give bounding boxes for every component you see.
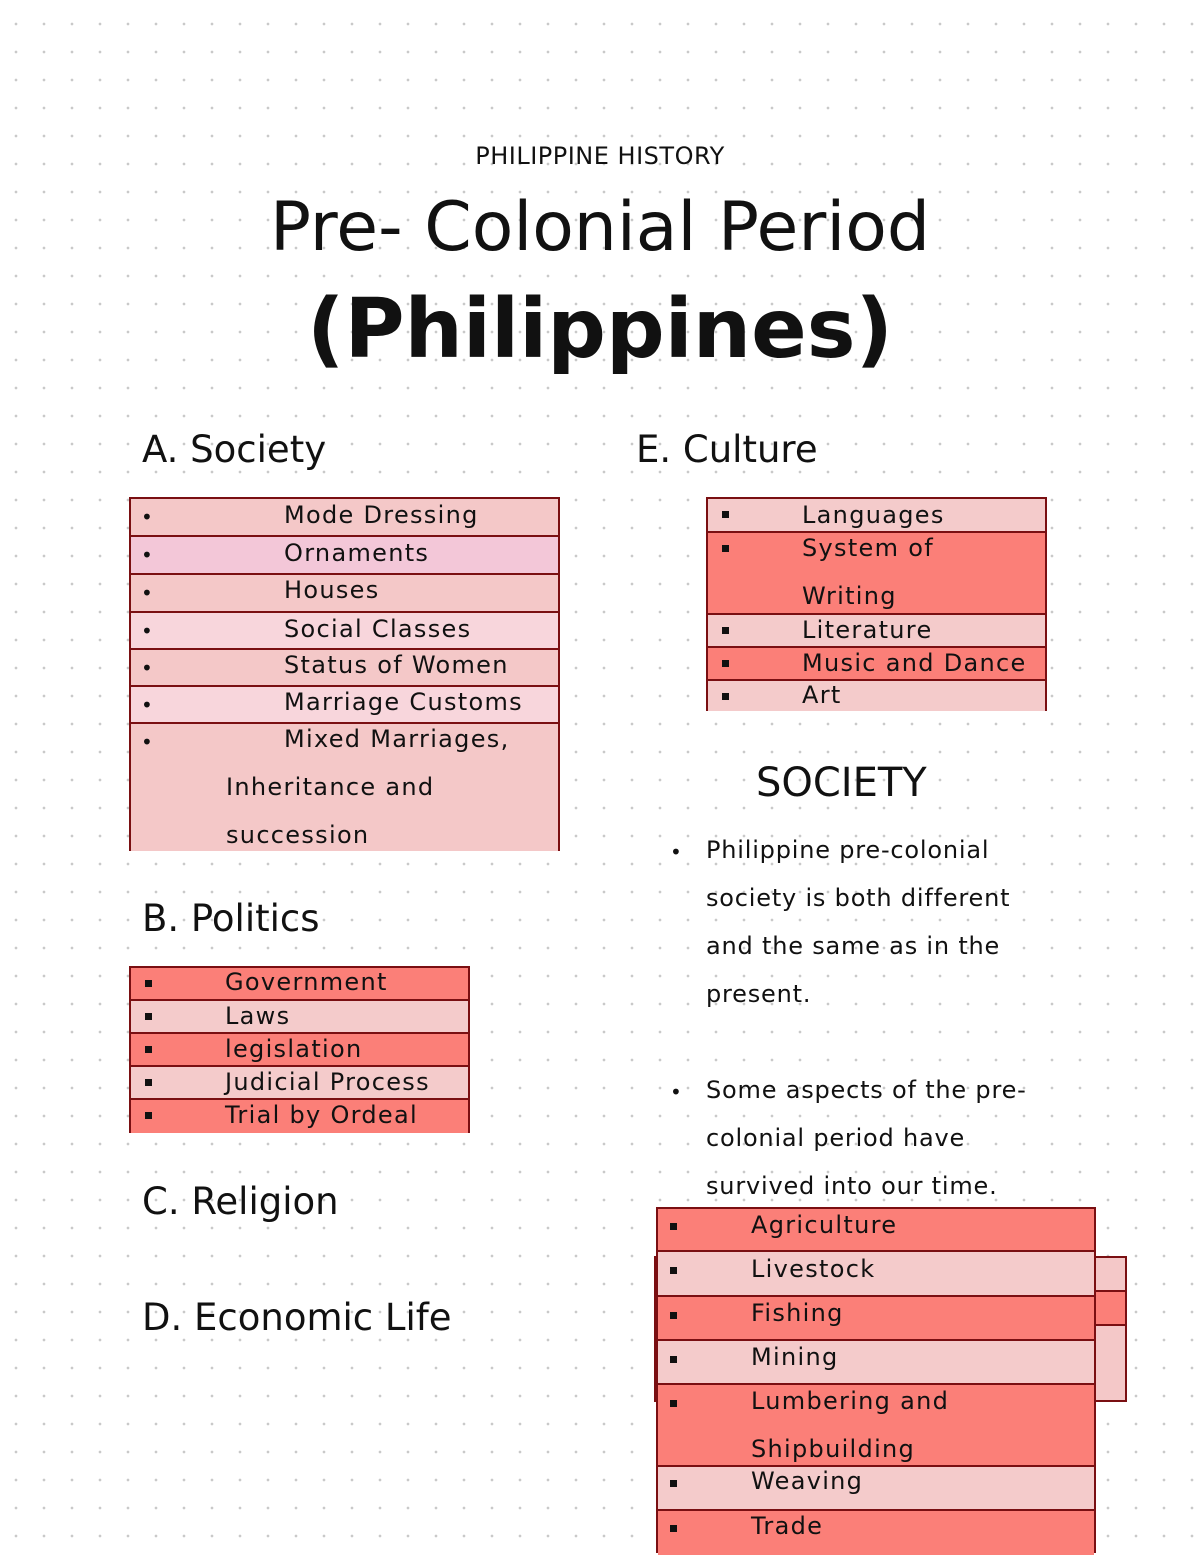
society-heading: A. Society — [142, 428, 327, 471]
economic-row — [658, 1341, 1094, 1385]
economic-row — [658, 1297, 1094, 1341]
society-row — [131, 650, 558, 687]
culture-row — [708, 681, 1045, 711]
round-bullet-icon: • — [141, 656, 155, 680]
society-note-text — [706, 826, 1010, 1018]
society-note-text — [706, 1066, 1027, 1210]
page-title-country: (Philippines) — [306, 282, 894, 377]
square-bullet-icon — [670, 1400, 677, 1407]
society-item-label: Marriage Customs — [284, 688, 523, 716]
square-bullet-icon — [722, 660, 729, 667]
square-bullet-icon — [145, 1112, 152, 1119]
politics-item-label: legislation — [225, 1035, 363, 1063]
culture-item-continuation: Writing — [802, 582, 897, 610]
round-bullet-icon: • — [670, 840, 682, 864]
culture-row — [708, 615, 1045, 648]
society-notes-heading: SOCIETY — [756, 760, 927, 806]
politics-item-label: Laws — [225, 1002, 291, 1030]
society-row — [131, 687, 558, 724]
society-item-label: Social Classes — [284, 615, 472, 643]
society-row — [131, 575, 558, 613]
society-item-label: Mixed Marriages, — [284, 725, 510, 753]
society-item-continuation: succession — [226, 821, 370, 849]
square-bullet-icon — [670, 1480, 677, 1487]
note-line: survived into our time. — [706, 1172, 998, 1200]
square-bullet-icon — [145, 1013, 152, 1020]
round-bullet-icon: • — [141, 543, 155, 567]
round-bullet-icon: • — [141, 505, 155, 529]
culture-row — [708, 648, 1045, 681]
society-row — [131, 499, 558, 537]
culture-heading: E. Culture — [636, 428, 818, 471]
politics-item-label: Government — [225, 968, 388, 996]
economic-item-label: Trade — [751, 1512, 824, 1540]
politics-item-label: Trial by Ordeal — [225, 1101, 418, 1129]
politics-row — [131, 1001, 468, 1034]
culture-item-label: Languages — [802, 501, 945, 529]
society-item-label: Status of Women — [284, 651, 509, 679]
society-item-label: Ornaments — [284, 539, 430, 567]
culture-item-label: Music and Dance — [802, 649, 1027, 677]
square-bullet-icon — [145, 1079, 152, 1086]
round-bullet-icon: • — [141, 730, 155, 754]
society-topics-table — [129, 497, 560, 851]
economic-item-label: Agriculture — [751, 1211, 898, 1239]
economic-item-label: Livestock — [751, 1255, 876, 1283]
note-line: society is both different — [706, 884, 1011, 912]
economic-item-label: Weaving — [751, 1467, 864, 1495]
politics-topics-table — [129, 966, 470, 1133]
round-bullet-icon: • — [141, 619, 155, 643]
document-subject: PHILIPPINE HISTORY — [475, 142, 725, 170]
politics-row — [131, 1100, 468, 1133]
politics-row — [131, 1067, 468, 1100]
economic-row — [658, 1511, 1094, 1555]
square-bullet-icon — [670, 1223, 677, 1230]
economic-row — [658, 1385, 1094, 1467]
society-row — [131, 537, 558, 575]
page-title: Pre- Colonial Period — [269, 188, 931, 267]
square-bullet-icon — [722, 511, 729, 518]
culture-row — [708, 499, 1045, 533]
economic-item-label: Lumbering and — [751, 1387, 950, 1415]
society-item-label: Houses — [284, 576, 380, 604]
square-bullet-icon — [145, 980, 152, 987]
culture-topics-table — [706, 497, 1047, 711]
square-bullet-icon — [670, 1267, 677, 1274]
note-line: colonial period have — [706, 1124, 966, 1152]
square-bullet-icon — [722, 693, 729, 700]
economic-row — [658, 1209, 1094, 1252]
economic-item-label: Fishing — [751, 1299, 844, 1327]
economic-item-label: Mining — [751, 1343, 839, 1371]
economic-row — [658, 1252, 1094, 1297]
round-bullet-icon: • — [670, 1080, 682, 1104]
culture-item-label: Literature — [802, 616, 933, 644]
economic-life-heading: D. Economic Life — [142, 1296, 452, 1339]
note-line: Philippine pre-colonial — [706, 836, 990, 864]
economic-item-continuation: Shipbuilding — [751, 1435, 916, 1463]
round-bullet-icon: • — [141, 693, 155, 717]
society-item-label: Mode Dressing — [284, 501, 479, 529]
religion-heading: C. Religion — [142, 1180, 339, 1223]
society-row — [131, 724, 558, 851]
square-bullet-icon — [722, 545, 729, 552]
note-line: Some aspects of the pre- — [706, 1076, 1027, 1104]
culture-item-label: Art — [802, 681, 842, 709]
culture-item-label: System of — [802, 534, 934, 562]
square-bullet-icon — [670, 1356, 677, 1363]
culture-row — [708, 533, 1045, 615]
square-bullet-icon — [145, 1046, 152, 1053]
note-line: and the same as in the — [706, 932, 1001, 960]
economic-row — [658, 1467, 1094, 1511]
economic-activities-table — [656, 1207, 1096, 1553]
society-row — [131, 613, 558, 650]
politics-row — [131, 1034, 468, 1067]
square-bullet-icon — [670, 1525, 677, 1532]
politics-row — [131, 968, 468, 1001]
society-item-continuation: Inheritance and — [226, 773, 435, 801]
round-bullet-icon: • — [141, 581, 155, 605]
politics-item-label: Judicial Process — [225, 1068, 430, 1096]
politics-heading: B. Politics — [142, 897, 320, 940]
square-bullet-icon — [670, 1312, 677, 1319]
square-bullet-icon — [722, 627, 729, 634]
note-line: present. — [706, 980, 812, 1008]
